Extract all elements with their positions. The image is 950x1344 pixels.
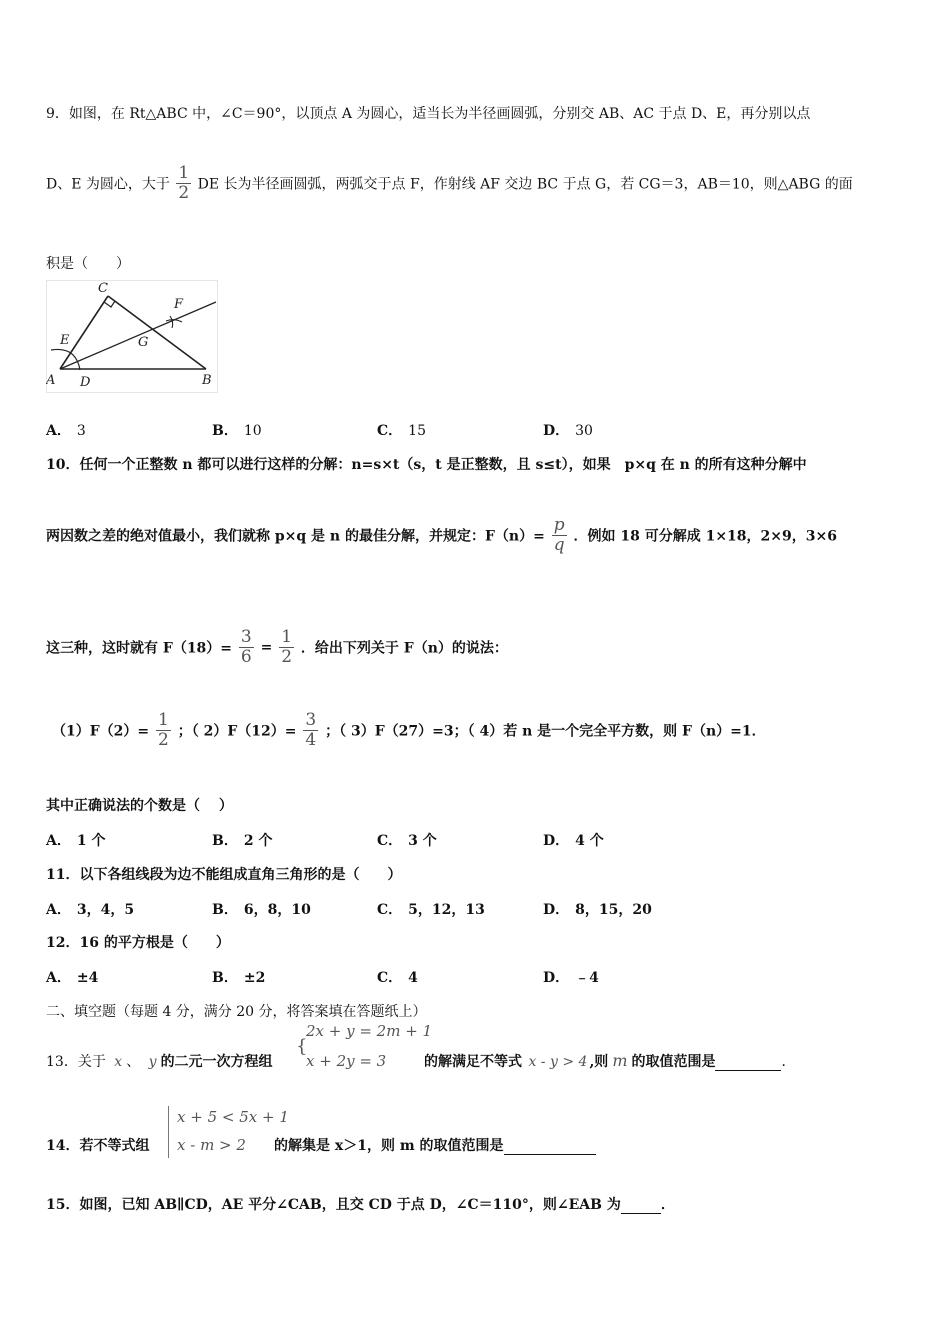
q9-line2-pre: D、E 为圆心，大于	[46, 176, 170, 193]
q10-option-d[interactable]	[543, 830, 604, 850]
q12-option-b[interactable]	[212, 967, 265, 987]
q10-line3	[46, 628, 508, 667]
q12-option-b-text: ±2	[243, 970, 266, 986]
q10-s2-num: 3	[305, 710, 317, 730]
q9-line2-post: DE 长为半径画圆弧，两弧交于点 F，作射线 AF 交边 BC 于点 G，若 CG＝3，AB＝10，则△ABG 的面	[197, 176, 853, 193]
q14-ineq1: x + 5 < 5x + 1	[177, 1108, 289, 1126]
q12-option-d-label: D．	[543, 970, 570, 986]
q9-option-d-text: 30	[575, 423, 593, 439]
q11-option-d-text: 8，15，20	[575, 902, 652, 918]
q13-post2: ,则	[589, 1054, 609, 1070]
q9-line2	[46, 164, 853, 203]
q9-frac-denominator: 2	[178, 183, 190, 203]
q9-option-b-label: B．	[212, 423, 238, 439]
q10-option-b-text: 2 个	[243, 833, 273, 849]
q10-s2-fraction	[303, 711, 318, 750]
q10-line5: 其中正确说法的个数是（ ）	[46, 798, 233, 814]
q14-pre: 14．若不等式组	[46, 1138, 150, 1154]
q13-mid: 的二元一次方程组	[160, 1054, 273, 1070]
q13-line	[46, 1051, 273, 1071]
q15-answer-blank[interactable]	[621, 1197, 661, 1214]
q9-option-b-text: 10	[243, 423, 262, 439]
q10-option-c[interactable]	[377, 830, 437, 850]
q10-f18-b-num: 1	[281, 627, 293, 647]
label-a: A	[46, 373, 56, 388]
q9-option-c[interactable]	[377, 420, 426, 440]
q15-end: ．	[660, 1197, 675, 1213]
q13-post3: 的取值范围是	[631, 1054, 716, 1070]
q11-option-b-label: B．	[212, 902, 238, 918]
q10-s1-pre: （1）F（2）=	[52, 723, 150, 740]
q12-line1: 12．16 的平方根是（ ）	[46, 935, 230, 951]
q10-line1: 10．任何一个正整数 n 都可以进行这样的分解：n=s×t（s，t 是正整数，且 s≤t），如果 p×q 在 n 的所有这种分解中	[46, 457, 807, 473]
q10-q: q	[553, 535, 565, 555]
q10-f18-a-num: 3	[240, 627, 252, 647]
q14-inequality-system	[168, 1106, 289, 1158]
q10-f18-b-den: 2	[281, 647, 293, 667]
q13-var-m: m	[612, 1051, 628, 1070]
q12-option-a-text: ±4	[76, 970, 99, 986]
q10-line2	[46, 516, 837, 555]
q13-pre: 13．关于	[46, 1054, 106, 1070]
q14-line-tail	[274, 1135, 596, 1155]
q10-option-c-label: C．	[377, 833, 403, 849]
q11-option-c-text: 5，12，13	[408, 902, 485, 918]
q14-answer-blank[interactable]	[504, 1138, 596, 1155]
q12-option-d[interactable]	[543, 967, 599, 987]
q10-line3-post: ．给出下列关于 F（n）的说法：	[300, 640, 508, 657]
label-g: G	[138, 335, 149, 350]
q12-option-c-text: 4	[408, 970, 418, 986]
q12-option-c[interactable]	[377, 967, 418, 987]
q9-option-a-text: 3	[76, 423, 86, 439]
q13-var-x: x	[114, 1054, 123, 1070]
q9-line3: 积是（ ）	[46, 256, 130, 272]
q12-option-d-text: ﹣4	[575, 970, 599, 986]
q9-option-a-label: A．	[46, 423, 71, 439]
q15-line	[46, 1194, 675, 1214]
q15-text: 15．如图，已知 AB∥CD，AE 平分∠CAB，且交 CD 于点 D，∠C＝110°，则∠EAB 为	[46, 1197, 621, 1213]
q10-s1-fraction	[156, 711, 171, 750]
q9-option-b[interactable]	[212, 420, 262, 440]
label-c: C	[98, 281, 108, 296]
q13-var-y: y	[148, 1054, 157, 1070]
q9-frac-numerator: 1	[178, 163, 190, 183]
section2-title: 二、填空题（每题 4 分，满分 20 分，将答案填在答题纸上）	[46, 1004, 427, 1020]
q10-s1-num: 1	[158, 710, 169, 730]
q14-ineq2: x - m > 2	[177, 1136, 246, 1154]
q9-half-fraction	[176, 164, 191, 203]
q10-p: p	[553, 515, 565, 535]
q10-pq-fraction	[552, 516, 567, 555]
q9-option-c-text: 15	[408, 423, 426, 439]
figure-border	[47, 281, 218, 393]
q11-option-c-label: C．	[377, 902, 403, 918]
q11-option-a-text: 3，4，5	[76, 902, 135, 918]
q11-option-a-label: A．	[46, 902, 71, 918]
q10-s1-den: 2	[158, 730, 169, 750]
q10-option-b-label: B．	[212, 833, 238, 849]
q9-option-d-label: D．	[543, 423, 570, 439]
q9-option-a[interactable]	[46, 420, 86, 440]
right-angle-mark	[104, 301, 115, 307]
q12-option-c-label: C．	[377, 970, 403, 986]
q10-f18-frac-b	[279, 628, 294, 667]
q10-s2-den: 4	[305, 730, 317, 750]
label-b: B	[202, 373, 212, 388]
label-f: F	[174, 297, 184, 312]
q10-option-d-text: 4 个	[575, 833, 604, 849]
q10-s-rest: ；（ 3）F（27）=3；（ 4）若 n 是一个完全平方数，则 F（n）=1．	[325, 723, 766, 740]
arc-at-f-2	[166, 320, 182, 322]
q10-statements	[52, 711, 766, 750]
q10-option-c-text: 3 个	[408, 833, 437, 849]
label-d: D	[80, 375, 91, 390]
q10-s2-pre: ；（ 2）F（12）=	[177, 723, 297, 740]
q10-option-a-text: 1 个	[76, 833, 106, 849]
q14-line	[46, 1135, 149, 1155]
q14-post: 的解集是 x＞1，则 m 的取值范围是	[274, 1138, 504, 1154]
q11-option-d[interactable]	[543, 899, 652, 919]
segment-cb	[108, 296, 206, 369]
q13-eq1: 2x + y = 2m + 1	[306, 1022, 433, 1040]
q11-option-b-text: 6，8，10	[243, 902, 311, 918]
q10-option-a-label: A．	[46, 833, 71, 849]
q10-option-b[interactable]	[212, 830, 272, 850]
q9-line1: 9．如图，在 Rt△ABC 中，∠C＝90°，以顶点 A 为圆心，适当长为半径画圆弧，分别交 AB、AC 于点 D、E，再分别以点	[46, 106, 811, 122]
q13-end: ．	[781, 1054, 796, 1070]
q11-option-c[interactable]	[377, 899, 485, 919]
q12-option-b-label: B．	[212, 970, 238, 986]
q13-sep: 、	[126, 1054, 141, 1070]
q13-eq2: x + 2y = 3	[306, 1052, 387, 1070]
q13-line-tail	[424, 1051, 795, 1071]
q13-brace: {	[296, 1036, 308, 1057]
q10-equals: =	[260, 639, 273, 656]
q11-line1: 11．以下各组线段为边不能组成直角三角形的是（ ）	[46, 867, 402, 883]
q10-option-a[interactable]	[46, 830, 106, 850]
q11-option-a[interactable]	[46, 899, 134, 919]
q9-option-c-label: C．	[377, 423, 403, 439]
q10-line2-pre: 两因数之差的绝对值最小，我们就称 p×q 是 n 的最佳分解，并规定：F（n）=	[46, 528, 545, 545]
q11-option-b[interactable]	[212, 899, 311, 919]
q13-ineq: x - y > 4	[528, 1054, 588, 1070]
q9-triangle-figure	[46, 280, 218, 393]
q10-f18-frac-a	[239, 628, 254, 667]
q10-option-d-label: D．	[543, 833, 570, 849]
q10-line2-post: ．例如 18 可分解成 1×18，2×9，3×6	[573, 528, 837, 545]
q13-answer-blank[interactable]	[715, 1054, 781, 1071]
q10-f18-a-den: 6	[240, 647, 252, 667]
q13-post1: 的解满足不等式	[424, 1054, 522, 1070]
q9-option-d[interactable]	[543, 420, 593, 440]
q12-option-a-label: A．	[46, 970, 71, 986]
label-e: E	[60, 333, 70, 348]
q12-option-a[interactable]	[46, 967, 98, 987]
q10-line3-pre: 这三种，这时就有 F（18）=	[46, 640, 233, 657]
q11-option-d-label: D．	[543, 902, 570, 918]
